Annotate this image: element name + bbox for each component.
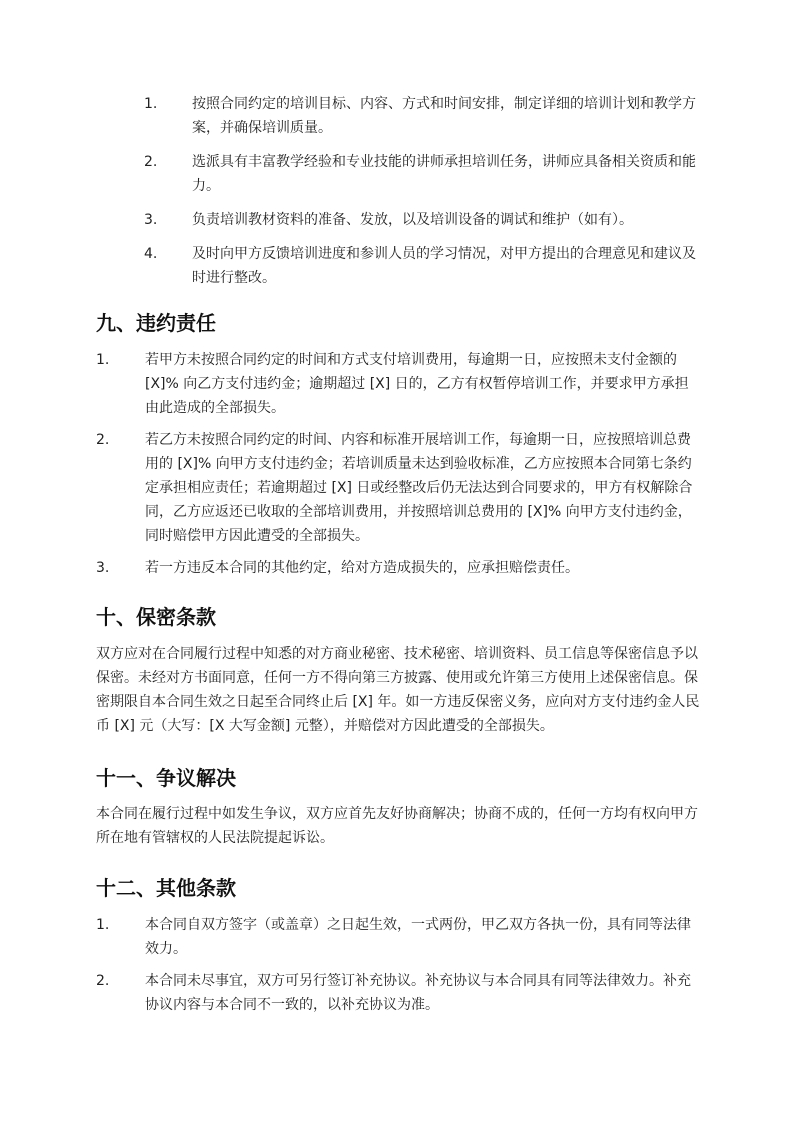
item-text: 按照合同约定的培训目标、内容、方式和时间安排，制定详细的培训计划和教学方案，并确保培训质量。	[192, 96, 696, 136]
obligations-list	[0, 92, 794, 300]
section-heading-breach: 九、违约责任	[96, 311, 216, 335]
item-number: 1.	[96, 352, 110, 368]
item-text: 选派具有丰富教学经验和专业技能的讲师承担培训任务，讲师应具备相关资质和能力。	[192, 154, 696, 194]
list-item	[0, 913, 794, 961]
item-number: 3.	[96, 560, 110, 576]
list-item	[0, 556, 794, 580]
list-item	[0, 208, 794, 232]
list-item	[0, 428, 794, 548]
item-text: 及时向甲方反馈培训进度和参训人员的学习情况，对甲方提出的合理意见和建议及时进行整改。	[192, 246, 696, 286]
item-number: 1.	[96, 917, 110, 933]
item-number: 1.	[144, 96, 158, 112]
item-number: 2.	[96, 973, 110, 989]
list-item	[0, 348, 794, 420]
section-heading-other: 十二、其他条款	[96, 876, 236, 900]
list-item	[0, 969, 794, 1017]
item-text: 若甲方未按照合同约定的时间和方式支付培训费用，每逾期一日，应按照未支付金额的 [X]% 向乙方支付违约金；逾期超过 [X] 日的，乙方有权暂停培训工作，并要求甲方承担由此造成的全部损失。	[145, 352, 689, 416]
confidentiality-paragraph: 双方应对在合同履行过程中知悉的对方商业秘密、技术秘密、培训资料、员工信息等保密信息予以保密。未经对方书面同意，任何一方不得向第三方披露、使用或允许第三方使用上述保密信息。保密期限自本合同生效之日起至合同终止后 [X] 年。如一方违反保密义务，应向对方支付违约金人民币 [X] 元（大写：[X 大写金额] 元整），并赔偿对方因此遭受的全部损失。	[96, 646, 700, 734]
list-item	[0, 242, 794, 290]
list-item	[0, 150, 794, 198]
item-text: 本合同自双方签字（或盖章）之日起生效，一式两份，甲乙双方各执一份，具有同等法律效力。	[145, 917, 691, 957]
dispute-paragraph: 本合同在履行过程中如发生争议，双方应首先友好协商解决；协商不成的，任何一方均有权向甲方所在地有管辖权的人民法院提起诉讼。	[96, 806, 698, 846]
other-terms-list	[0, 913, 794, 1025]
item-number: 4.	[144, 246, 158, 262]
section-heading-confidentiality: 十、保密条款	[96, 605, 216, 629]
item-number: 3.	[144, 212, 158, 228]
section-heading-dispute: 十一、争议解决	[96, 766, 236, 790]
list-item	[0, 92, 794, 140]
item-text: 若一方违反本合同的其他约定，给对方造成损失的，应承担赔偿责任。	[145, 560, 579, 576]
breach-list	[0, 348, 794, 588]
item-number: 2.	[144, 154, 158, 170]
item-text: 若乙方未按照合同约定的时间、内容和标准开展培训工作，每逾期一日，应按照培训总费用的 [X]% 向甲方支付违约金；若培训质量未达到验收标准，乙方应按照本合同第七条约定承担相应责任；若逾期超过 [X] 日或经整改后仍无法达到合同要求的，甲方有权解除合同，乙方应返还已收取的全部培训费用，并按照培训总费用的 [X]% 向甲方支付违约金，同时赔偿甲方因此遭受的全部损失。	[145, 432, 693, 544]
item-text: 负责培训教材资料的准备、发放，以及培训设备的调试和维护（如有）。	[192, 212, 633, 228]
item-text: 本合同未尽事宜，双方可另行签订补充协议。补充协议与本合同具有同等法律效力。补充协议内容与本合同不一致的，以补充协议为准。	[145, 973, 691, 1013]
item-number: 2.	[96, 432, 110, 448]
